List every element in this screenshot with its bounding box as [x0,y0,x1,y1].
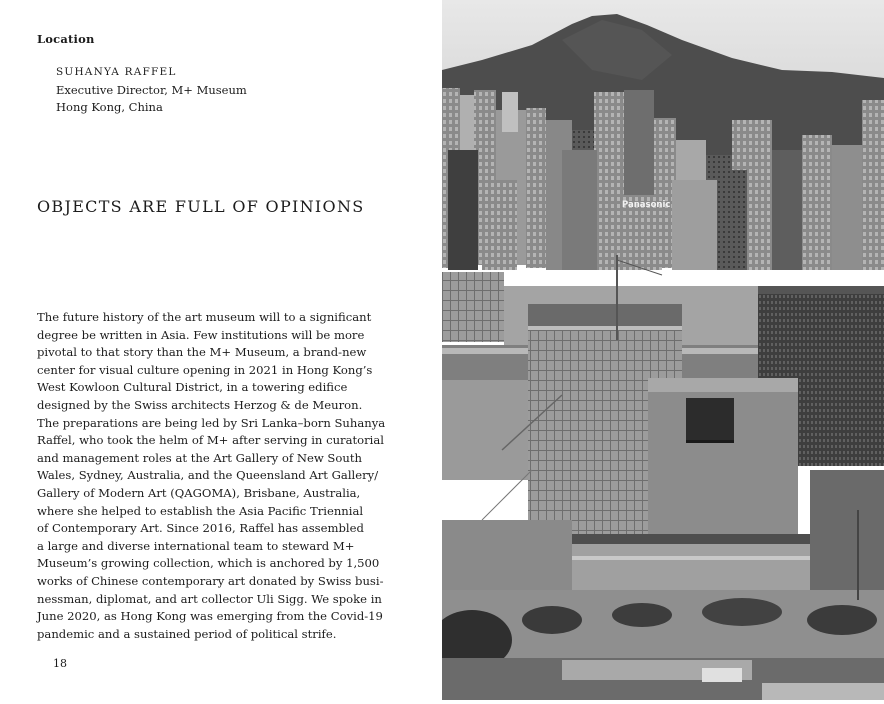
body-line: where she helped to establish the Asia Pacific Triennial [37,503,364,518]
body-line: and management roles at the Art Gallery of New South [37,450,362,465]
body-line: June 2020, as Hong Kong was emerging from the Covid-19 [37,609,383,624]
body-line: designed by the Swiss architects Herzog & de Meuron. [37,397,363,412]
person-block [56,64,247,117]
article-body [37,309,397,643]
body-line: degree be written in Asia. Few institutions will be more [37,327,365,342]
cityscape-illustration [442,0,884,700]
body-line: nessman, diplomat, and art collector Uli Sigg. We spoke in [37,591,382,606]
body-line: a large and diverse international team to steward M+ [37,538,355,553]
body-line: pivotal to that story than the M+ Museum, a brand-new [37,345,367,360]
body-line: pandemic and a sustained period of political strife. [37,626,337,641]
page-number: 18 [53,657,67,670]
body-line: works of Chinese contemporary art donated by Swiss busi- [37,573,384,588]
body-line: West Kowloon Cultural District, in a towering edifice [37,380,348,395]
left-building [442,272,504,342]
cityscape-photo [442,0,884,700]
person-place: Hong Kong, China [56,100,163,114]
building-sign: Panasonic [622,200,671,210]
body-line: Wales, Sydney, Australia, and the Queensland Art Gallery/ [37,468,379,483]
left-page [0,0,442,700]
person-role: Executive Director, M+ Museum [56,82,247,97]
body-line: Museum’s growing collection, which is anchored by 1,500 [37,556,380,571]
body-line: Gallery of Modern Art (QAGOMA), Brisbane, Australia, [37,485,361,500]
section-label: Location [37,32,95,46]
article-title: OBJECTS ARE FULL OF OPINIONS [37,197,365,216]
body-line: The future history of the art museum will to a significant [37,310,372,324]
body-line: of Contemporary Art. Since 2016, Raffel has assembled [37,521,364,536]
body-line: The preparations are being led by Sri Lanka–born Suhanya [37,415,386,430]
person-name: SUHANYA RAFFEL [56,66,177,78]
body-line: center for visual culture opening in 2021 in Hong Kong’s [37,362,373,377]
body-line: Raffel, who took the helm of M+ after serving in curatorial [37,433,385,448]
